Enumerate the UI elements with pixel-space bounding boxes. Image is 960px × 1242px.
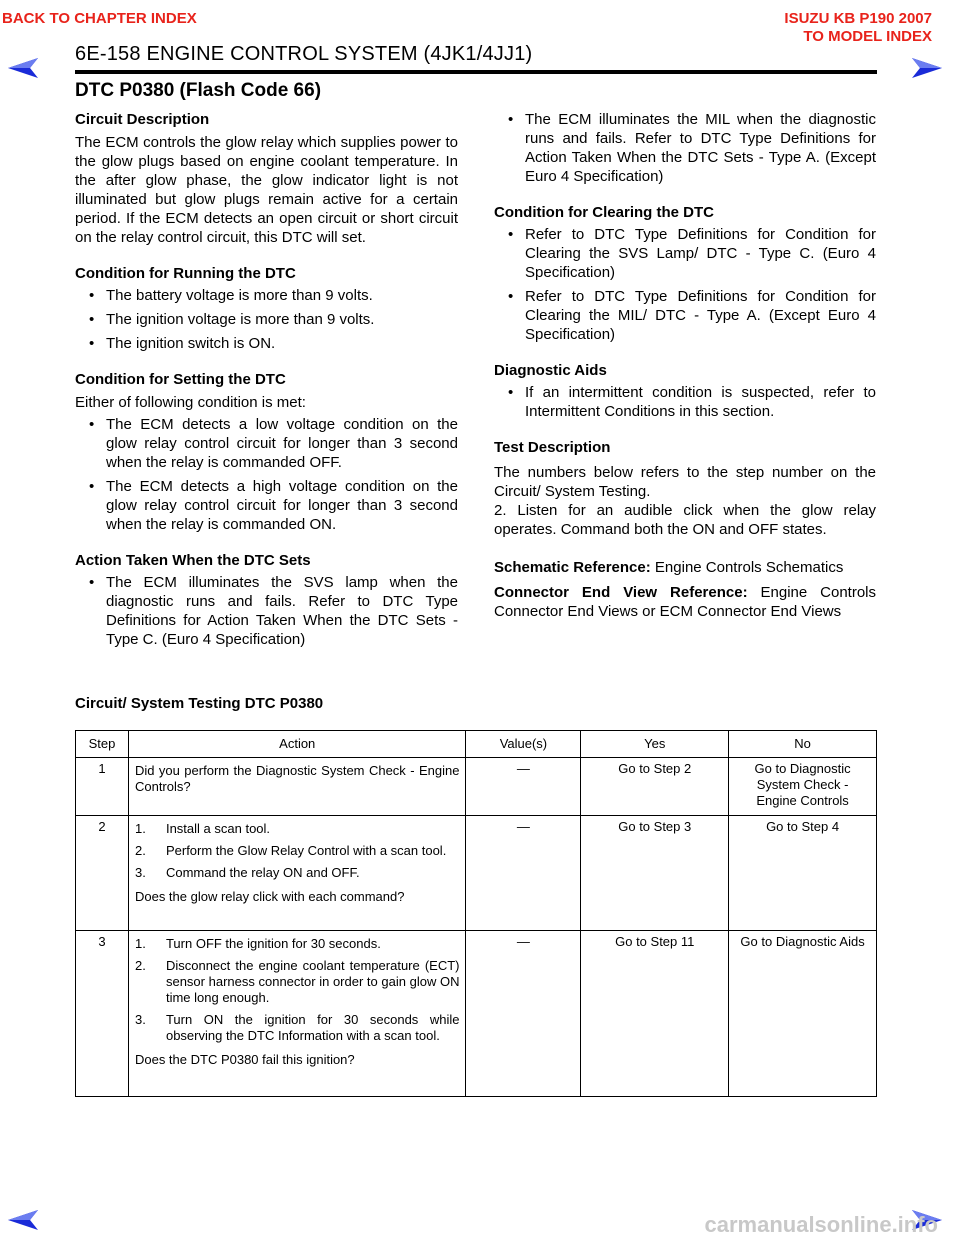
page-header: 6E-158 ENGINE CONTROL SYSTEM (4JK1/4JJ1) xyxy=(75,43,533,65)
model-name: ISUZU KB P190 2007 xyxy=(784,10,932,27)
no-cell: Go to Diagnostic System Check - Engine Controls xyxy=(729,758,877,816)
step-number: 3 xyxy=(76,931,129,1097)
step-number: 1 xyxy=(76,758,129,816)
header-no: No xyxy=(729,731,877,758)
list-item: • The ECM detects a high voltage condition on the glow relay control circuit for longer than 3 second when the relay is commanded ON. xyxy=(75,477,458,534)
action-taken-list-cont xyxy=(494,110,876,186)
list-item: • Refer to DTC Type Definitions for Condition for Clearing the MIL/ DTC - Type A. (Except Euro 4 Specification) xyxy=(494,287,876,344)
running-condition-heading: Condition for Running the DTC xyxy=(75,265,296,282)
yes-cell: Go to Step 11 xyxy=(581,931,729,1097)
right-column xyxy=(494,110,876,621)
table-header-row xyxy=(76,731,877,758)
clearing-condition-heading: Condition for Clearing the DTC xyxy=(494,204,714,221)
table-row xyxy=(76,758,877,816)
back-to-chapter-index-link[interactable]: BACK TO CHAPTER INDEX xyxy=(2,10,197,27)
action-cell xyxy=(128,931,466,1097)
header-action: Action xyxy=(128,731,466,758)
list-item: • The ECM detects a low voltage condition on the glow relay control circuit for longer than 3 second when the relay is commanded OFF. xyxy=(75,415,458,472)
test-description-heading: Test Description xyxy=(494,439,611,456)
left-column xyxy=(75,110,458,654)
setting-condition-list xyxy=(75,415,458,534)
list-item: • If an intermittent condition is suspected, refer to Intermittent Conditions in this section. xyxy=(494,383,876,421)
action-steps xyxy=(135,936,460,1044)
action-step: 1. Install a scan tool. xyxy=(135,821,460,837)
page-title: DTC P0380 (Flash Code 66) xyxy=(75,80,322,101)
action-step: 3. Turn ON the ignition for 30 seconds while observing the DTC Information with a scan tool. xyxy=(135,1012,460,1044)
action-step: 3. Command the relay ON and OFF. xyxy=(135,865,460,881)
testing-table xyxy=(75,730,877,1097)
setting-condition-intro: Either of following condition is met: xyxy=(75,394,306,411)
setting-condition-heading: Condition for Setting the DTC xyxy=(75,371,286,388)
prev-page-arrow-icon[interactable] xyxy=(8,58,38,78)
list-item: • The battery voltage is more than 9 volts. xyxy=(75,286,458,305)
next-page-arrow-icon[interactable] xyxy=(912,58,942,78)
action-cell xyxy=(128,758,466,816)
action-taken-list xyxy=(75,573,458,649)
list-item: • The ignition voltage is more than 9 volts. xyxy=(75,310,458,329)
action-taken-heading: Action Taken When the DTC Sets xyxy=(75,552,311,569)
watermark: carmanualsonline.info xyxy=(704,1212,938,1237)
value-cell: — xyxy=(466,816,581,931)
value-cell: — xyxy=(466,931,581,1097)
action-question: Does the glow relay click with each command? xyxy=(134,889,405,904)
action-step: 1. Turn OFF the ignition for 30 seconds. xyxy=(135,936,460,952)
connector-reference-value[interactable]: Engine Controls Connector End Views or ECM Connector End Views xyxy=(494,584,876,620)
value-cell: — xyxy=(466,758,581,816)
header-step: Step xyxy=(76,731,129,758)
step-number: 2 xyxy=(76,816,129,931)
test-description-step: 2. Listen for an audible click when the glow relay operates. Command both the ON and OFF states. xyxy=(494,502,876,538)
header-values: Value(s) xyxy=(466,731,581,758)
yes-cell: Go to Step 3 xyxy=(581,816,729,931)
connector-reference xyxy=(494,583,876,621)
model-index-link[interactable] xyxy=(784,10,932,46)
table-caption: Circuit/ System Testing DTC P0380 xyxy=(75,695,324,712)
schematic-reference-label: Schematic Reference: xyxy=(494,559,651,576)
list-item: • Refer to DTC Type Definitions for Condition for Clearing the SVS Lamp/ DTC - Type C. (Euro 4 Specification) xyxy=(494,225,876,282)
schematic-reference xyxy=(494,558,876,577)
action-step: 2. Disconnect the engine coolant temperature (ECT) sensor harness connector in order to gain glow ON time long enough. xyxy=(135,958,460,1006)
clearing-condition-list xyxy=(494,225,876,344)
to-model-index[interactable]: TO MODEL INDEX xyxy=(803,28,932,45)
list-item: • The ignition switch is ON. xyxy=(75,334,458,353)
action-steps xyxy=(135,821,460,881)
circuit-description-text: The ECM controls the glow relay which supplies power to the glow plugs based on engine coolant temperature. In the after glow phase, the glow indicator light is not illuminated but glow plugs remain active for a certain period. If the ECM detects an open circuit or short circuit on the relay control circuit, this DTC will set. xyxy=(75,134,458,246)
action-cell xyxy=(128,816,466,931)
table-row xyxy=(76,931,877,1097)
no-cell: Go to Step 4 xyxy=(729,816,877,931)
no-cell: Go to Diagnostic Aids xyxy=(729,931,877,1097)
yes-cell: Go to Step 2 xyxy=(581,758,729,816)
running-condition-list xyxy=(75,286,458,353)
connector-reference-label: Connector End View Reference: xyxy=(494,584,748,601)
header-yes: Yes xyxy=(581,731,729,758)
action-step: 2. Perform the Glow Relay Control with a scan tool. xyxy=(135,843,460,859)
diagnostic-aids-heading: Diagnostic Aids xyxy=(494,362,607,379)
circuit-description-heading: Circuit Description xyxy=(75,111,210,128)
schematic-reference-value[interactable]: Engine Controls Schematics xyxy=(650,559,844,576)
prev-page-arrow-bottom-icon[interactable] xyxy=(8,1210,38,1230)
action-question: Does the DTC P0380 fail this ignition? xyxy=(134,1052,355,1067)
action-question: Did you perform the Diagnostic System Check - Engine Controls? xyxy=(134,763,460,794)
table-row xyxy=(76,816,877,931)
list-item: • The ECM illuminates the MIL when the diagnostic runs and fails. Refer to DTC Type Definitions for Action Taken When the DTC Sets - Type A. (Except Euro 4 Specification) xyxy=(494,110,876,186)
header-rule xyxy=(75,70,877,74)
diagnostic-aids-list xyxy=(494,383,876,421)
test-description-text: The numbers below refers to the step number on the Circuit/ System Testing. xyxy=(494,464,876,500)
list-item: • The ECM illuminates the SVS lamp when the diagnostic runs and fails. Refer to DTC Type Definitions for Action Taken When the DTC Sets - Type C. (Euro 4 Specification) xyxy=(75,573,458,649)
